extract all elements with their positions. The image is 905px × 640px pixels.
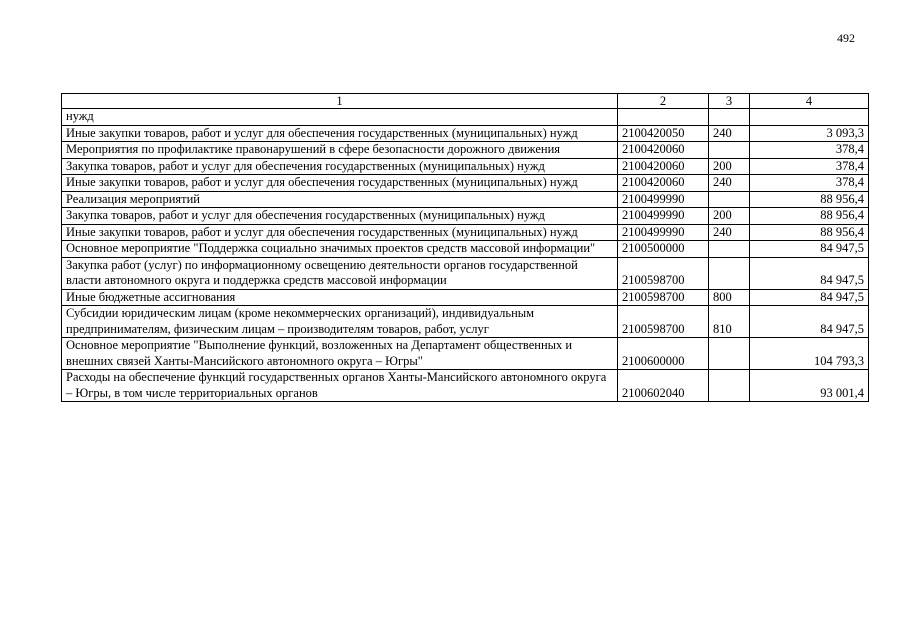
- row-description: Субсидии юридическим лицам (кроме некоммерческих организаций), индивидуальным предпринимателям, физическим лицам – производителям товаров, работ, услуг: [62, 306, 618, 338]
- row-amount: 88 956,4: [750, 224, 869, 241]
- row-description: Основное мероприятие "Выполнение функций, возложенных на Департамент общественных и внешних связей Ханты-Мансийского автономного округа – Югры": [62, 338, 618, 370]
- row-description: Мероприятия по профилактике правонарушений в сфере безопасности дорожного движения: [62, 142, 618, 159]
- row-expense-type: 240: [709, 224, 750, 241]
- row-amount: 84 947,5: [750, 257, 869, 289]
- row-code: 2100600000: [618, 338, 709, 370]
- row-description: Иные закупки товаров, работ и услуг для обеспечения государственных (муниципальных) нужд: [62, 175, 618, 192]
- row-description: Иные бюджетные ассигнования: [62, 289, 618, 306]
- row-expense-type: 240: [709, 125, 750, 142]
- row-expense-type: [709, 191, 750, 208]
- row-code: 2100499990: [618, 224, 709, 241]
- row-expense-type: [709, 257, 750, 289]
- table-row: [62, 158, 869, 175]
- row-amount: 378,4: [750, 158, 869, 175]
- row-expense-type: 200: [709, 158, 750, 175]
- row-expense-type: [709, 370, 750, 402]
- table-row: [62, 241, 869, 258]
- table-row: [62, 109, 869, 126]
- row-description: Закупка товаров, работ и услуг для обеспечения государственных (муниципальных) нужд: [62, 158, 618, 175]
- table-row: [62, 306, 869, 338]
- row-code: 2100598700: [618, 289, 709, 306]
- table-row: [62, 257, 869, 289]
- row-amount: 3 093,3: [750, 125, 869, 142]
- table-row: [62, 289, 869, 306]
- row-amount: 84 947,5: [750, 241, 869, 258]
- row-code: [618, 109, 709, 126]
- row-amount: 88 956,4: [750, 208, 869, 225]
- row-expense-type: 810: [709, 306, 750, 338]
- row-expense-type: [709, 338, 750, 370]
- row-amount: 88 956,4: [750, 191, 869, 208]
- row-amount: 104 793,3: [750, 338, 869, 370]
- row-amount: 84 947,5: [750, 306, 869, 338]
- row-description: Иные закупки товаров, работ и услуг для обеспечения государственных (муниципальных) нужд: [62, 224, 618, 241]
- table-row: [62, 175, 869, 192]
- table-header-row: [62, 94, 869, 109]
- row-description: нужд: [62, 109, 618, 126]
- row-amount: [750, 109, 869, 126]
- row-description: Закупка работ (услуг) по информационному освещению деятельности органов государственной власти автономного округа и поддержка средств массовой информации: [62, 257, 618, 289]
- row-code: 2100420050: [618, 125, 709, 142]
- table-row: [62, 142, 869, 159]
- row-amount: 93 001,4: [750, 370, 869, 402]
- table-row: [62, 125, 869, 142]
- row-amount: 84 947,5: [750, 289, 869, 306]
- row-code: 2100598700: [618, 257, 709, 289]
- row-expense-type: 200: [709, 208, 750, 225]
- row-description: Расходы на обеспечение функций государственных органов Ханты-Мансийского автономного округа – Югры, в том числе территориальных органов: [62, 370, 618, 402]
- row-description: Закупка товаров, работ и услуг для обеспечения государственных (муниципальных) нужд: [62, 208, 618, 225]
- budget-table: [61, 93, 869, 402]
- row-code: 2100420060: [618, 142, 709, 159]
- row-amount: 378,4: [750, 142, 869, 159]
- row-expense-type: 800: [709, 289, 750, 306]
- row-expense-type: 240: [709, 175, 750, 192]
- row-description: Основное мероприятие "Поддержка социально значимых проектов средств массовой информации": [62, 241, 618, 258]
- row-code: 2100499990: [618, 208, 709, 225]
- column-header: 2: [618, 94, 709, 109]
- row-amount: 378,4: [750, 175, 869, 192]
- table-row: [62, 208, 869, 225]
- row-code: 2100420060: [618, 158, 709, 175]
- row-description: Иные закупки товаров, работ и услуг для обеспечения государственных (муниципальных) нужд: [62, 125, 618, 142]
- row-code: 2100420060: [618, 175, 709, 192]
- row-code: 2100598700: [618, 306, 709, 338]
- row-expense-type: [709, 109, 750, 126]
- table-row: [62, 224, 869, 241]
- table-row: [62, 338, 869, 370]
- page-number: 492: [837, 31, 855, 45]
- column-header: 3: [709, 94, 750, 109]
- row-code: 2100602040: [618, 370, 709, 402]
- column-header: 4: [750, 94, 869, 109]
- row-code: 2100500000: [618, 241, 709, 258]
- column-header: 1: [62, 94, 618, 109]
- row-code: 2100499990: [618, 191, 709, 208]
- table-row: [62, 370, 869, 402]
- table-row: [62, 191, 869, 208]
- row-description: Реализация мероприятий: [62, 191, 618, 208]
- row-expense-type: [709, 142, 750, 159]
- row-expense-type: [709, 241, 750, 258]
